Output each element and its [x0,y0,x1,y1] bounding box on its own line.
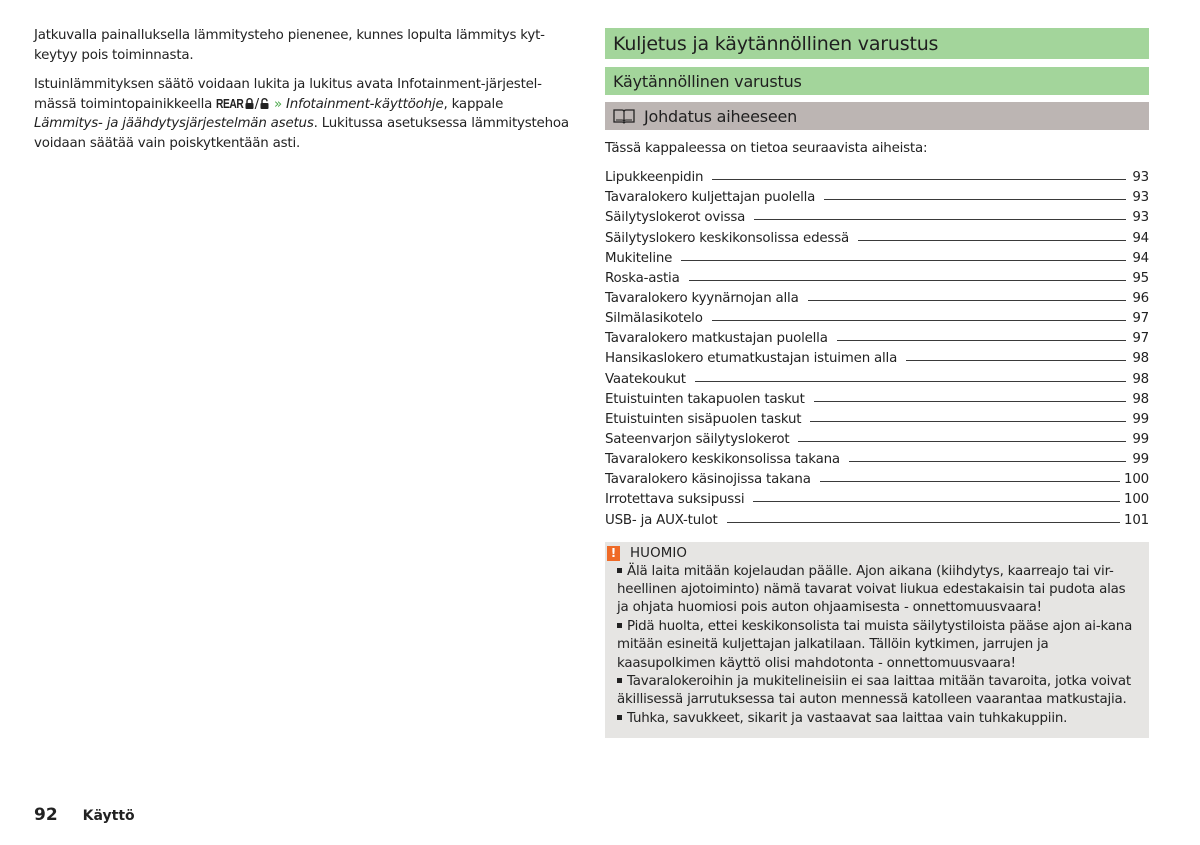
toc-leader-line [689,280,1126,281]
book-icon [613,108,635,124]
toc-entry-title: Tavaralokero keskikonsolissa takana [605,452,840,468]
reference-arrow: » [269,96,287,112]
toc-entry-page: 101 [1124,512,1149,528]
toc-entry-page: 99 [1132,431,1149,447]
toc-entry[interactable] [605,286,1149,306]
toc-entry-title: Säilytyslokerot ovissa [605,210,746,226]
toc-entry-page: 97 [1132,331,1149,347]
warning-header [605,545,1149,562]
toc-entry-title: Roska-astia [605,270,680,286]
toc-entry[interactable] [605,467,1149,487]
toc-entry-title: Tavaralokero kyynärnojan alla [605,290,799,306]
toc-entry-title: Lipukkeenpidin [605,170,704,186]
toc-entry-title: Irrotettava suksipussi [605,492,745,508]
toc-leader-line [681,260,1126,261]
toc-entry[interactable] [605,185,1149,205]
toc-leader-line [849,461,1126,462]
toc-entry[interactable] [605,266,1149,286]
button-separator: / [254,96,259,112]
warning-item [617,710,1139,728]
toc-leader-line [753,501,1120,502]
toc-entry[interactable] [605,326,1149,346]
toc-entry-page: 100 [1124,492,1149,508]
warning-box [605,542,1149,739]
lock-closed-icon [245,98,254,109]
toc-entry-page: 99 [1132,411,1149,427]
toc-entry-page: 96 [1132,290,1149,306]
footer-section-name: Käyttö [82,808,135,824]
toc-leader-line [810,421,1126,422]
toc-entry[interactable] [605,427,1149,447]
toc-entry-title: Hansikaslokero etumatkustajan istuimen alla [605,351,898,367]
bullet-icon [617,623,622,628]
toc-entry-title: Mukiteline [605,250,673,266]
toc-entry[interactable] [605,165,1149,185]
toc-entry[interactable] [605,225,1149,245]
table-of-contents [605,165,1149,528]
warning-item-text: Tavaralokeroihin ja mukitelineisiin ei saa laittaa mitään tavaroita, jotka voivat äkillisessä jarrutuksessa tai auton mennessä katolleen vaarantaa matkustajia. [617,673,1131,708]
toc-entry-page: 94 [1132,250,1149,266]
toc-leader-line [824,199,1126,200]
toc-entry[interactable] [605,346,1149,366]
chapter-heading-text: Kuljetus ja käytännöllinen varustus [613,32,939,55]
toc-entry[interactable] [605,246,1149,266]
warning-item-text: Tuhka, savukkeet, sikarit ja vastaavat saa laittaa vain tuhkakuppiin. [627,710,1068,726]
subsection-heading-text: Johdatus aiheeseen [644,106,798,126]
toc-entry-title: Silmälasikotelo [605,311,703,327]
reference-chapter-link[interactable]: Lämmitys- ja jäähdytysjärjestelmän asetus [34,116,314,131]
toc-leader-line [727,522,1120,523]
warning-items [605,563,1149,729]
toc-entry-page: 99 [1132,452,1149,468]
toc-entry-page: 98 [1132,371,1149,387]
toc-leader-line [906,360,1126,361]
warning-title: HUOMIO [630,545,688,561]
toc-entry[interactable] [605,205,1149,225]
paragraph-text-before: Istuinlämmityksen säätö voidaan lukita ja lukitus avata Infotainment-järjestel-mässä toimintopainikkeella [34,77,542,112]
toc-leader-line [837,340,1126,341]
toc-leader-line [712,320,1126,321]
warning-item-text: Älä laita mitään kojelaudan päälle. Ajon aikana (kiihdytys, kaarreajo tai vir-heellinen ajotoiminto) nämä tavarat voivat liukua edestakaisin tai pudota alas ja ohjata huomiosi pois auton ohjaamisesta - onnettomuusvaara! [617,563,1126,616]
warning-item [617,563,1139,618]
lock-open-icon [260,98,269,109]
toc-leader-line [820,481,1120,482]
paragraph-heating-reduction: Jatkuvalla painalluksella lämmitysteho pienenee, kunnes lopulta lämmitys kyt-keytyy pois toiminnasta. [34,28,545,63]
toc-entry-page: 93 [1132,170,1149,186]
paragraph-text-after: . Lukitussa asetuksessa lämmitystehoa voidaan säätää vain poiskytkentään asti. [34,116,569,151]
toc-entry-title: USB- ja AUX-tulot [605,512,718,528]
toc-entry-title: Tavaralokero matkustajan puolella [605,331,828,347]
toc-entry[interactable] [605,507,1149,527]
section-heading-text: Käytännöllinen varustus [613,71,802,91]
toc-entry-page: 97 [1132,311,1149,327]
toc-entry-page: 98 [1132,391,1149,407]
toc-entry[interactable] [605,366,1149,386]
toc-entry-title: Tavaralokero kuljettajan puolella [605,190,816,206]
toc-entry-page: 100 [1124,472,1149,488]
toc-leader-line [712,179,1126,180]
page-footer [34,805,135,825]
bullet-icon [617,715,622,720]
toc-leader-line [858,240,1126,241]
bullet-icon [617,678,622,683]
paragraph-seat-heating-lock [34,75,574,153]
toc-entry-page: 95 [1132,270,1149,286]
toc-entry[interactable] [605,447,1149,467]
toc-entry-title: Sateenvarjon säilytyslokerot [605,431,790,447]
right-column [605,28,1149,738]
intro-text: Tässä kappaleessa on tietoa seuraavista aiheista: [605,141,928,156]
warning-item-text: Pidä huolta, ettei keskikonsolista tai muista säilytystiloista pääse ajon ai-kana mitään esineitä kuljettajan jalkatilaan. Tällöin kytkimen, jarrujen ja kaasupolkimen käyttö olisi mahdotonta - onnettomuusvaara! [617,618,1133,671]
toc-entry-title: Vaatekoukut [605,371,686,387]
warning-item [617,618,1139,673]
toc-entry-title: Etuistuinten sisäpuolen taskut [605,411,802,427]
chapter-heading [605,28,1149,59]
left-column [34,26,574,163]
paragraph-text-mid: , kappale [443,96,504,112]
exclamation-icon: ! [607,546,620,561]
toc-entry-page: 93 [1132,190,1149,206]
toc-leader-line [814,401,1126,402]
subsection-heading [605,102,1149,130]
toc-entry-page: 94 [1132,230,1149,246]
reference-manual-link[interactable]: Infotainment-käyttöohje [286,96,444,112]
toc-leader-line [754,219,1126,220]
section-heading [605,67,1149,95]
toc-entry[interactable] [605,387,1149,407]
page-number: 92 [34,805,58,825]
bullet-icon [617,568,622,573]
warning-item [617,673,1139,710]
rear-button-label: REAR [216,96,244,111]
toc-leader-line [798,441,1126,442]
toc-entry-page: 93 [1132,210,1149,226]
toc-entry[interactable] [605,487,1149,507]
toc-entry-page: 98 [1132,351,1149,367]
toc-entry-title: Säilytyslokero keskikonsolissa edessä [605,230,849,246]
toc-leader-line [695,381,1126,382]
toc-entry-title: Etuistuinten takapuolen taskut [605,391,805,407]
toc-entry[interactable] [605,407,1149,427]
toc-leader-line [808,300,1126,301]
toc-entry[interactable] [605,306,1149,326]
toc-entry-title: Tavaralokero käsinojissa takana [605,472,811,488]
